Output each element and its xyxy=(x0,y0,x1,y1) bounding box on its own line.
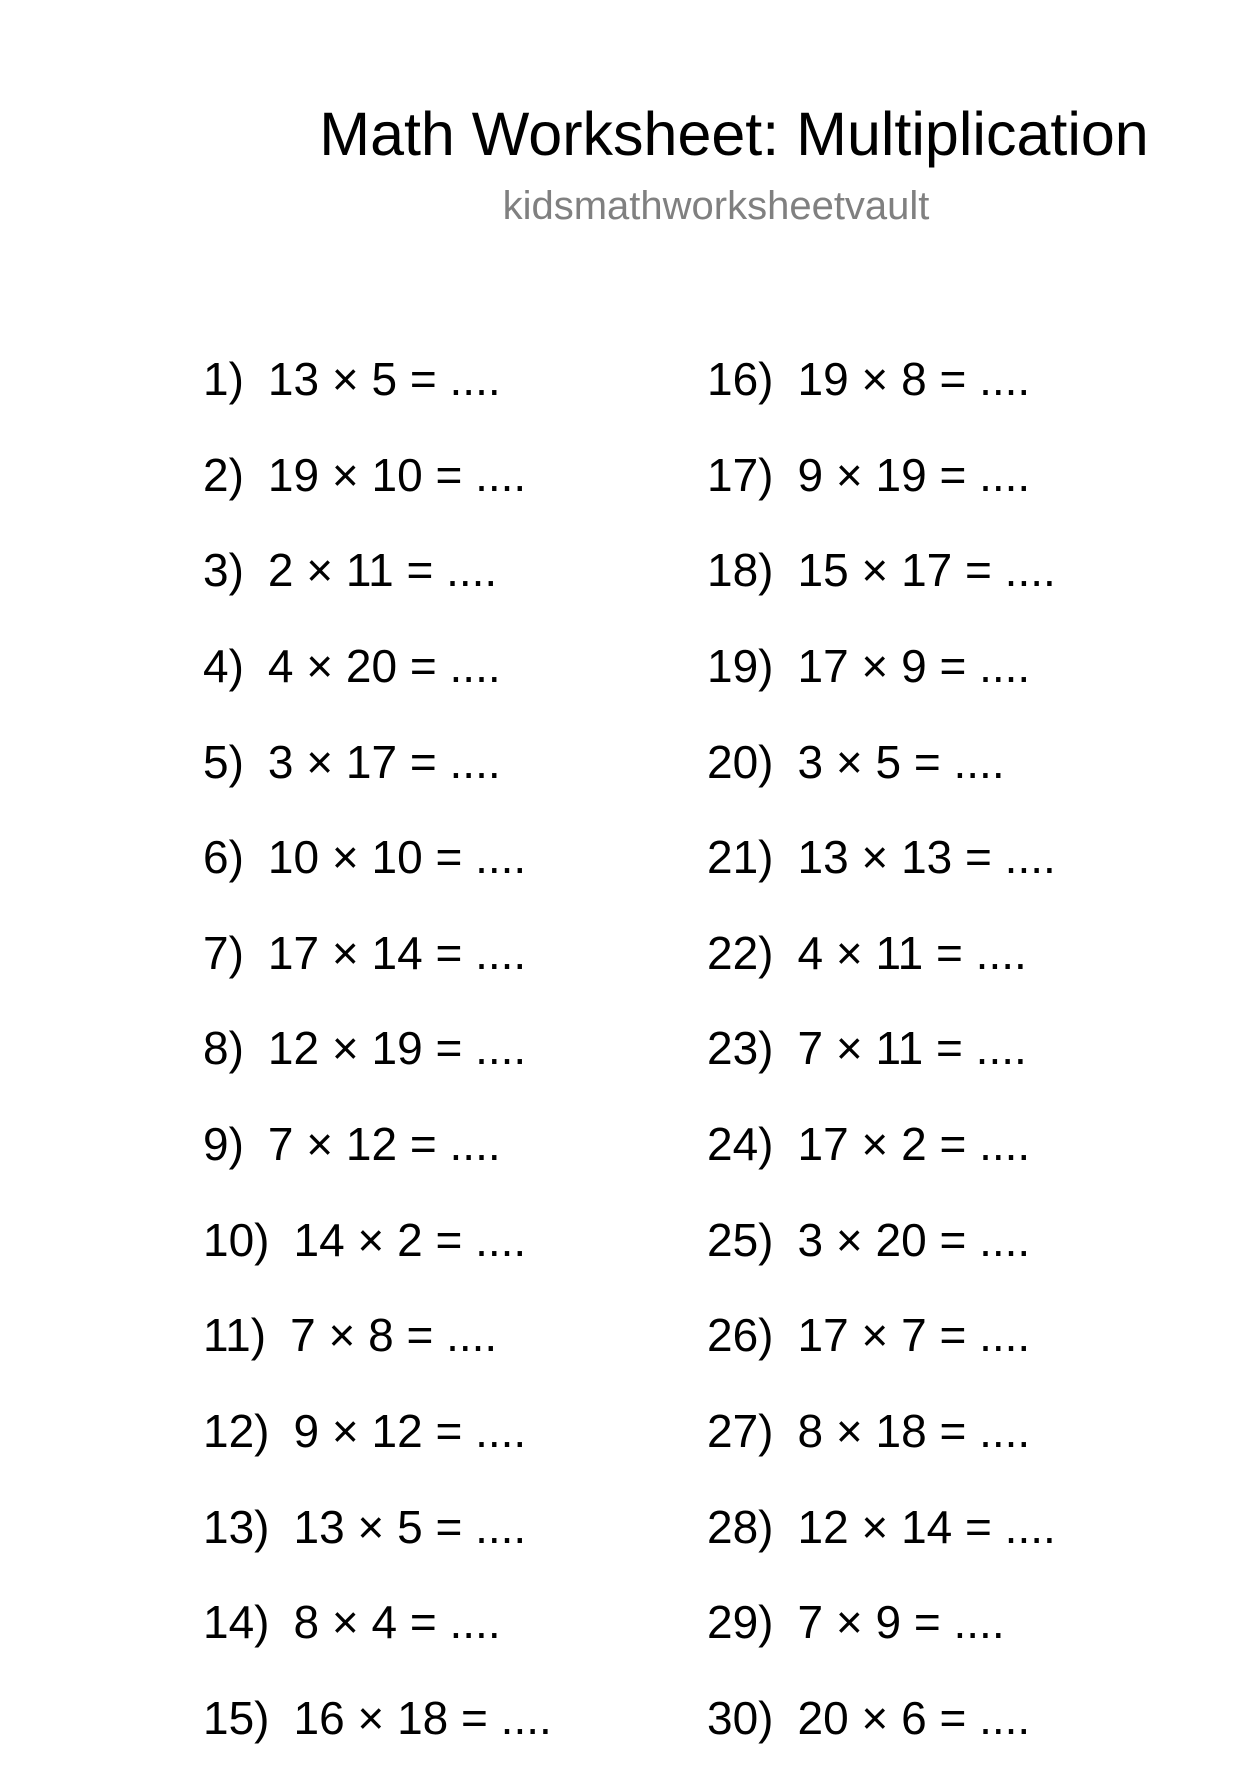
problem-item xyxy=(203,332,552,428)
problem-number: 20) xyxy=(707,735,774,788)
problem-expression: 13 × 13 = .... xyxy=(797,831,1056,884)
problem-item xyxy=(707,1480,1056,1576)
problem-item xyxy=(203,1288,552,1384)
page-title: Math Worksheet: Multiplication xyxy=(319,100,1149,168)
problem-expression: 4 × 11 = .... xyxy=(797,926,1027,979)
problem-expression: 14 × 2 = .... xyxy=(293,1213,527,1266)
problem-item xyxy=(707,906,1056,1002)
problem-number: 5) xyxy=(203,735,244,788)
problem-expression: 12 × 19 = .... xyxy=(267,1022,527,1075)
problem-number: 28) xyxy=(707,1500,774,1553)
problem-expression: 16 × 18 = .... xyxy=(293,1691,552,1744)
problem-expression: 10 × 10 = .... xyxy=(267,831,527,884)
problem-item xyxy=(203,1384,552,1480)
problem-expression: 13 × 5 = .... xyxy=(267,353,501,405)
problem-expression: 7 × 9 = .... xyxy=(797,1596,1005,1649)
problem-item xyxy=(203,715,552,811)
problem-expression: 7 × 8 = .... xyxy=(290,1309,498,1362)
problem-item xyxy=(203,619,552,715)
problem-item xyxy=(203,1575,552,1671)
problem-number: 17) xyxy=(707,448,774,501)
problem-item xyxy=(707,332,1056,428)
problems-column-right xyxy=(707,332,1056,1767)
problem-number: 16) xyxy=(707,353,774,405)
problem-number: 15) xyxy=(203,1691,270,1744)
problem-expression: 4 × 20 = .... xyxy=(267,639,501,692)
problem-expression: 17 × 2 = .... xyxy=(797,1118,1031,1171)
problem-number: 26) xyxy=(707,1309,774,1362)
problem-item xyxy=(707,428,1056,524)
problem-item xyxy=(707,1671,1056,1767)
problem-expression: 19 × 8 = .... xyxy=(797,353,1031,405)
problem-item xyxy=(707,523,1056,619)
problem-number: 11) xyxy=(203,1309,267,1362)
problem-number: 3) xyxy=(203,544,244,597)
problem-number: 12) xyxy=(203,1405,270,1458)
problem-item xyxy=(203,810,552,906)
problem-item xyxy=(203,1671,552,1767)
problem-number: 23) xyxy=(707,1022,774,1075)
problem-number: 21) xyxy=(707,831,774,884)
problem-number: 19) xyxy=(707,639,774,692)
problem-expression: 2 × 11 = .... xyxy=(267,544,498,597)
problem-expression: 17 × 9 = .... xyxy=(797,639,1031,692)
problem-number: 1) xyxy=(203,353,244,405)
problem-number: 9) xyxy=(203,1118,244,1171)
problem-expression: 3 × 20 = .... xyxy=(797,1213,1031,1266)
problem-expression: 12 × 14 = .... xyxy=(797,1500,1056,1553)
problem-item xyxy=(707,810,1056,906)
problem-number: 30) xyxy=(707,1691,774,1744)
problem-item xyxy=(203,1001,552,1097)
problems-column-left xyxy=(203,332,552,1767)
problem-number: 27) xyxy=(707,1405,774,1458)
problem-number: 10) xyxy=(203,1213,270,1266)
problem-number: 22) xyxy=(707,926,774,979)
problem-item xyxy=(203,1193,552,1289)
problem-expression: 8 × 18 = .... xyxy=(797,1405,1031,1458)
problem-expression: 13 × 5 = .... xyxy=(293,1500,527,1553)
problem-expression: 9 × 19 = .... xyxy=(797,448,1031,501)
problem-item xyxy=(707,1001,1056,1097)
problem-item xyxy=(707,619,1056,715)
problem-number: 6) xyxy=(203,831,244,884)
problem-expression: 17 × 14 = .... xyxy=(267,926,527,979)
problem-item xyxy=(707,1193,1056,1289)
problem-item xyxy=(707,1288,1056,1384)
problem-item xyxy=(203,523,552,619)
page-subtitle: kidsmathworksheetvault xyxy=(502,184,930,228)
problem-item xyxy=(203,1480,552,1576)
problem-item xyxy=(707,1384,1056,1480)
problem-expression: 3 × 5 = .... xyxy=(797,735,1005,788)
problem-item xyxy=(707,715,1056,811)
problem-number: 25) xyxy=(707,1213,774,1266)
problem-expression: 17 × 7 = .... xyxy=(797,1309,1031,1362)
problem-number: 4) xyxy=(203,639,244,692)
problem-number: 8) xyxy=(203,1022,244,1075)
problem-item xyxy=(707,1097,1056,1193)
problem-number: 13) xyxy=(203,1500,270,1553)
problem-item xyxy=(203,1097,552,1193)
problem-number: 24) xyxy=(707,1118,774,1171)
problem-expression: 15 × 17 = .... xyxy=(797,544,1056,597)
problem-item xyxy=(203,906,552,1002)
problem-expression: 7 × 11 = .... xyxy=(797,1022,1027,1075)
problem-number: 18) xyxy=(707,544,774,597)
problem-expression: 8 × 4 = .... xyxy=(293,1596,501,1649)
problem-number: 2) xyxy=(203,448,244,501)
problem-expression: 19 × 10 = .... xyxy=(267,448,527,501)
problem-item xyxy=(707,1575,1056,1671)
problem-expression: 7 × 12 = .... xyxy=(267,1118,501,1171)
problem-expression: 3 × 17 = .... xyxy=(267,735,501,788)
problem-number: 7) xyxy=(203,926,244,979)
problem-number: 14) xyxy=(203,1596,270,1649)
problem-item xyxy=(203,428,552,524)
problem-expression: 9 × 12 = .... xyxy=(293,1405,527,1458)
problem-number: 29) xyxy=(707,1596,774,1649)
problem-expression: 20 × 6 = .... xyxy=(797,1691,1031,1744)
